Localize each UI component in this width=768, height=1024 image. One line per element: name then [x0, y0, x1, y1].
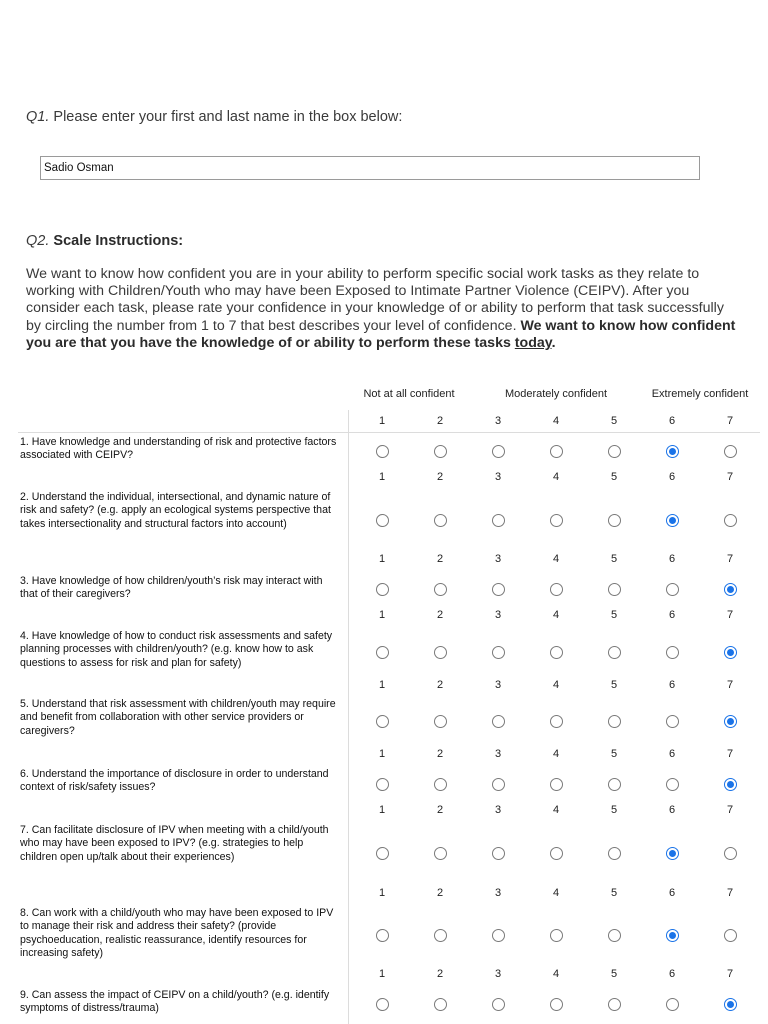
scale-number: 6 — [668, 415, 676, 427]
item-1-radio-2[interactable] — [434, 445, 447, 458]
item-7-radio-3[interactable] — [492, 847, 505, 860]
item-4-radio-6[interactable] — [666, 646, 679, 659]
item-8-radio-2[interactable] — [434, 929, 447, 942]
item-4-radio-2[interactable] — [434, 646, 447, 659]
scale-number: 4 — [552, 609, 560, 621]
item-7-radio-4[interactable] — [550, 847, 563, 860]
item-7-radio-7[interactable] — [724, 847, 737, 860]
item-1-radio-1[interactable] — [376, 445, 389, 458]
item-2-text: 2. Understand the individual, intersectional, and dynamic nature of risk and safety? (e.g. apply an ecological systems perspective that takes intersectionality and structural factors into account) — [20, 491, 331, 530]
scale-number: 2 — [436, 804, 444, 816]
scale-number: 2 — [436, 471, 444, 483]
scale-number: 2 — [436, 679, 444, 691]
scale-number: 6 — [668, 553, 676, 565]
item-3-radio-5[interactable] — [608, 583, 621, 596]
scale-number: 7 — [726, 415, 734, 427]
scale-number: 1 — [378, 609, 386, 621]
item-9-radio-7[interactable] — [724, 998, 737, 1011]
item-2-radio-7[interactable] — [724, 514, 737, 527]
item-9-radio-2[interactable] — [434, 998, 447, 1011]
scale-number: 3 — [494, 679, 502, 691]
item-9-radio-3[interactable] — [492, 998, 505, 1011]
item-6-text: 6. Understand the importance of disclosure in order to understand context of risk/safety issues? — [20, 768, 329, 794]
scale-number: 4 — [552, 748, 560, 760]
item-8-radio-1[interactable] — [376, 929, 389, 942]
item-8-radio-4[interactable] — [550, 929, 563, 942]
column-divider — [348, 410, 349, 1024]
scale-number: 4 — [552, 804, 560, 816]
scale-number: 3 — [494, 804, 502, 816]
scale-number: 6 — [668, 679, 676, 691]
item-2-radio-6[interactable] — [666, 514, 679, 527]
scale-number: 1 — [378, 748, 386, 760]
item-5-radio-7[interactable] — [724, 715, 737, 728]
scale-number: 3 — [494, 471, 502, 483]
item-3-radio-4[interactable] — [550, 583, 563, 596]
scale-number: 5 — [610, 609, 618, 621]
scale-number: 3 — [494, 887, 502, 899]
scale-number: 7 — [726, 553, 734, 565]
item-9-text: 9. Can assess the impact of CEIPV on a child/youth? (e.g. identify symptoms of distress/trauma) — [20, 989, 330, 1015]
item-3-radio-7[interactable] — [724, 583, 737, 596]
scale-label-mid: Moderately confident — [504, 388, 608, 400]
item-5-radio-5[interactable] — [608, 715, 621, 728]
scale-number: 5 — [610, 471, 618, 483]
scale-number: 6 — [668, 804, 676, 816]
scale-number: 1 — [378, 804, 386, 816]
item-1-radio-4[interactable] — [550, 445, 563, 458]
item-6-radio-5[interactable] — [608, 778, 621, 791]
scale-label-low: Not at all confident — [363, 388, 455, 400]
item-8-radio-6[interactable] — [666, 929, 679, 942]
item-8-radio-3[interactable] — [492, 929, 505, 942]
item-7-radio-6[interactable] — [666, 847, 679, 860]
item-3-radio-6[interactable] — [666, 583, 679, 596]
scale-instructions — [26, 266, 742, 352]
scale-number: 3 — [494, 553, 502, 565]
item-3-radio-1[interactable] — [376, 583, 389, 596]
scale-number: 7 — [726, 609, 734, 621]
item-5-radio-6[interactable] — [666, 715, 679, 728]
scale-number: 3 — [494, 415, 502, 427]
item-1-text: 1. Have knowledge and understanding of risk and protective factors associated with CEIPV? — [20, 436, 337, 462]
scale-number: 2 — [436, 887, 444, 899]
scale-number: 2 — [436, 609, 444, 621]
scale-number: 6 — [668, 968, 676, 980]
scale-number: 4 — [552, 553, 560, 565]
scale-number: 1 — [378, 553, 386, 565]
item-4-radio-7[interactable] — [724, 646, 737, 659]
scale-number: 7 — [726, 471, 734, 483]
scale-number: 4 — [552, 968, 560, 980]
scale-number: 1 — [378, 679, 386, 691]
item-3-radio-3[interactable] — [492, 583, 505, 596]
item-6-radio-6[interactable] — [666, 778, 679, 791]
item-3-text: 3. Have knowledge of how children/youth’s risk may interact with that of their caregivers? — [20, 575, 323, 601]
scale-number: 4 — [552, 887, 560, 899]
scale-number: 7 — [726, 968, 734, 980]
scale-number: 1 — [378, 887, 386, 899]
item-4-radio-5[interactable] — [608, 646, 621, 659]
scale-number: 5 — [610, 553, 618, 565]
scale-number: 3 — [494, 748, 502, 760]
item-1-radio-7[interactable] — [724, 445, 737, 458]
scale-number: 4 — [552, 679, 560, 691]
item-2-radio-4[interactable] — [550, 514, 563, 527]
item-9-radio-4[interactable] — [550, 998, 563, 1011]
scale-number: 4 — [552, 471, 560, 483]
item-4-text: 4. Have knowledge of how to conduct risk assessments and safety planning processes with children/youth? (e.g. know how to ask questions to assess for risk and plan for safety) — [20, 630, 333, 669]
item-9-radio-6[interactable] — [666, 998, 679, 1011]
item-6-radio-2[interactable] — [434, 778, 447, 791]
instructions-today: today — [514, 334, 552, 351]
q1-number: Q1. — [26, 109, 50, 125]
item-7-radio-2[interactable] — [434, 847, 447, 860]
scale-number: 5 — [610, 679, 618, 691]
item-7-radio-5[interactable] — [608, 847, 621, 860]
instructions-text: We want to know how confident you are in your ability to perform specific social work tasks as they relate to working with Children/Youth who may have been Exposed to Intimate Partner Violence (CEIPV). After you consider each task, please rate your confidence in your knowledge of or ability to perform that task successfully by circling the number from 1 to 7 that best describes your level of confidence. — [26, 266, 724, 334]
header-divider — [18, 432, 760, 433]
item-7-text: 7. Can facilitate disclosure of IPV when meeting with a child/youth who may have been exposed to IPV? (e.g. strategies to help children open up/talk about their experiences) — [20, 824, 329, 863]
scale-number: 6 — [668, 748, 676, 760]
item-2-radio-1[interactable] — [376, 514, 389, 527]
q2-heading — [26, 233, 183, 249]
scale-number: 1 — [378, 471, 386, 483]
item-3-radio-2[interactable] — [434, 583, 447, 596]
item-8-text: 8. Can work with a child/youth who may have been exposed to IPV to manage their risk and address their safety? (provide psychoeducation, realistic reassurance, identify resources for increasing safety) — [20, 907, 334, 960]
scale-number: 1 — [378, 968, 386, 980]
item-7-radio-1[interactable] — [376, 847, 389, 860]
item-4-radio-4[interactable] — [550, 646, 563, 659]
scale-number: 2 — [436, 415, 444, 427]
q1-prompt — [26, 109, 402, 125]
scale-number: 2 — [436, 968, 444, 980]
item-6-radio-7[interactable] — [724, 778, 737, 791]
item-6-radio-3[interactable] — [492, 778, 505, 791]
scale-label-high: Extremely confident — [651, 388, 749, 400]
item-5-radio-1[interactable] — [376, 715, 389, 728]
scale-number: 7 — [726, 887, 734, 899]
scale-number: 7 — [726, 748, 734, 760]
scale-number: 6 — [668, 887, 676, 899]
item-2-radio-3[interactable] — [492, 514, 505, 527]
item-8-radio-7[interactable] — [724, 929, 737, 942]
item-6-radio-1[interactable] — [376, 778, 389, 791]
item-4-radio-1[interactable] — [376, 646, 389, 659]
scale-number: 2 — [436, 748, 444, 760]
scale-number: 3 — [494, 968, 502, 980]
scale-number: 7 — [726, 679, 734, 691]
item-9-radio-1[interactable] — [376, 998, 389, 1011]
item-5-radio-4[interactable] — [550, 715, 563, 728]
item-9-radio-5[interactable] — [608, 998, 621, 1011]
scale-number: 6 — [668, 471, 676, 483]
name-input[interactable] — [40, 156, 700, 180]
item-6-radio-4[interactable] — [550, 778, 563, 791]
item-5-text: 5. Understand that risk assessment with children/youth may require and benefit from collaboration with other service providers or caregivers? — [20, 698, 336, 737]
item-2-radio-2[interactable] — [434, 514, 447, 527]
scale-number: 5 — [610, 887, 618, 899]
scale-number: 6 — [668, 609, 676, 621]
item-8-radio-5[interactable] — [608, 929, 621, 942]
q1-text: Please enter your first and last name in the box below: — [49, 109, 403, 125]
item-5-radio-2[interactable] — [434, 715, 447, 728]
scale-number: 7 — [726, 804, 734, 816]
q2-number: Q2. — [26, 233, 50, 249]
scale-number: 5 — [610, 415, 618, 427]
scale-number: 3 — [494, 609, 502, 621]
item-1-radio-3[interactable] — [492, 445, 505, 458]
scale-number: 2 — [436, 553, 444, 565]
item-4-radio-3[interactable] — [492, 646, 505, 659]
scale-number: 1 — [378, 415, 386, 427]
scale-number: 5 — [610, 804, 618, 816]
item-1-radio-5[interactable] — [608, 445, 621, 458]
item-2-radio-5[interactable] — [608, 514, 621, 527]
scale-number: 4 — [552, 415, 560, 427]
scale-number: 5 — [610, 748, 618, 760]
item-1-radio-6[interactable] — [666, 445, 679, 458]
instructions-bold: We want to know how confident you are that you have the knowledge of or ability to perform these tasks today. — [26, 317, 736, 351]
q2-title: Scale Instructions: — [53, 233, 184, 249]
scale-number: 5 — [610, 968, 618, 980]
item-5-radio-3[interactable] — [492, 715, 505, 728]
